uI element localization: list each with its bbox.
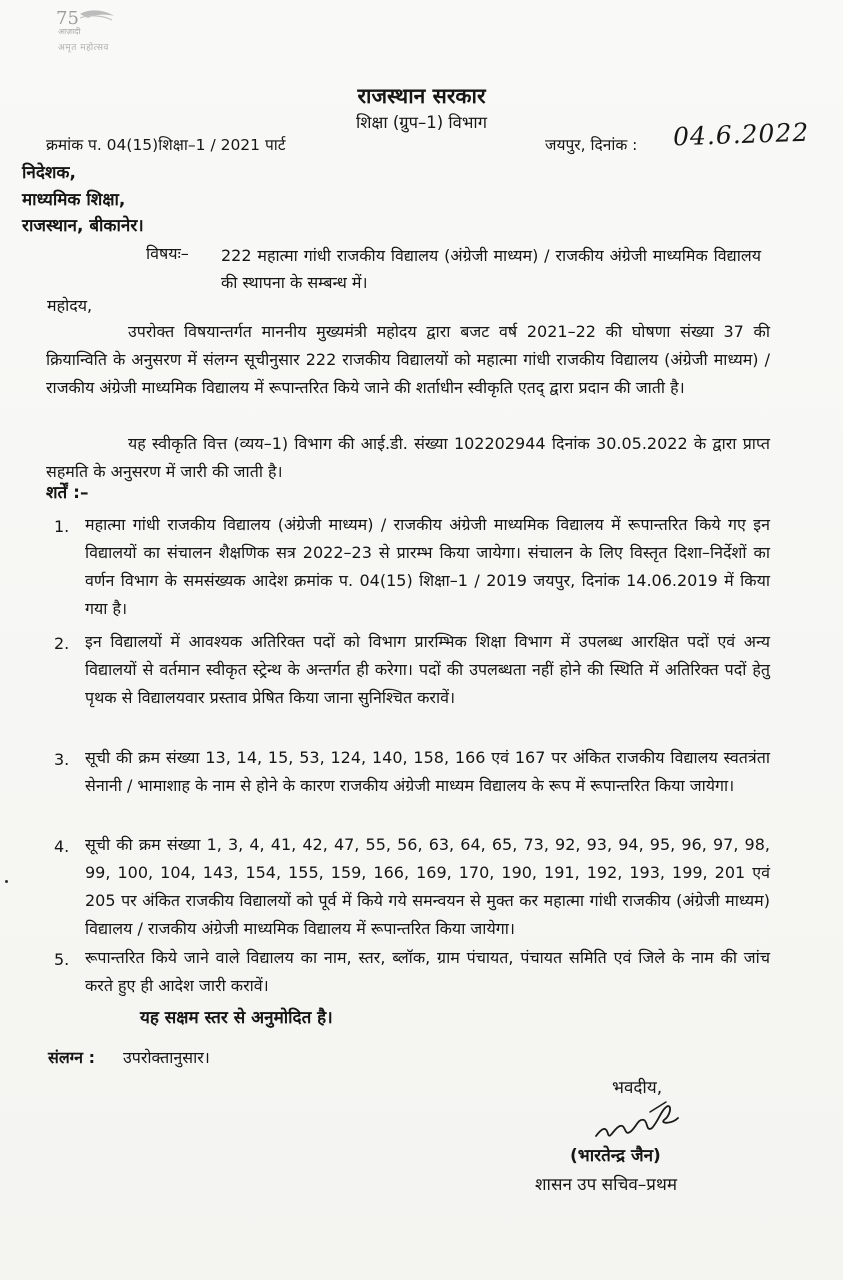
condition-number: 1. xyxy=(54,517,70,536)
paragraph-2-text: यह स्वीकृति वित्त (व्यय–1) विभाग की आई.डी. संख्या 102202944 दिनांक 30.05.2022 के द्वारा प्राप्त सहमति के अनुसरण में जारी की जाती है। xyxy=(46,434,770,481)
handwritten-date: 04.6.2022 xyxy=(672,117,810,152)
azadi-amrit-mahotsav-logo xyxy=(50,6,134,58)
addressee-line-1: निदेशक, xyxy=(22,163,76,183)
paragraph-1 xyxy=(46,318,770,402)
condition-text: सूची की क्रम संख्या 13, 14, 15, 53, 124, 140, 158, 166 एवं 167 पर अंकित राजकीय विद्यालय स्वतत्रंता सेनानी / भामाशाह के नाम से होने के कारण राजकीय अंग्रेजी माध्यम विद्यालय के रूप में रूपान्तरित किया जायेगा। xyxy=(85,748,770,795)
department-heading: शिक्षा (ग्रुप–1) विभाग xyxy=(356,113,487,132)
condition-text: रूपान्तरित किये जाने वाले विद्यालय का नाम, स्तर, ब्लॉक, ग्राम पंचायत, पंचायत समिति एवं जिले के नाम की जांच करते हुए ही आदेश जारी करावें। xyxy=(85,948,770,995)
place-date-label: जयपुर, दिनांक : xyxy=(545,136,638,154)
signatory-designation: शासन उप सचिव–प्रथम xyxy=(535,1175,678,1195)
paragraph-1-text: उपरोक्त विषयान्तर्गत माननीय मुख्यमंत्री महोदय द्वारा बजट वर्ष 2021–22 की घोषणा संख्या 37 की क्रियान्विति के अनुसरण में संलग्न सूचीनुसार 222 राजकीय विद्यालयों को महात्मा गांधी राजकीय विद्यालय (अंग्रेजी माध्यम) / राजकीय अंग्रेजी माध्यमिक विद्यालय में रूपान्तरित किये जाने की शर्ताधीन स्वीकृति एतद् द्वारा प्रदान की जाती है। xyxy=(46,322,770,397)
condition-number: 2. xyxy=(54,634,70,653)
svg-text:75: 75 xyxy=(56,8,79,29)
logo-text-bottom: अमृत महोत्सव xyxy=(58,43,109,53)
signatory-name: (भारतेन्द्र जैन) xyxy=(570,1146,661,1166)
addressee-line-2: माध्यमिक शिक्षा, xyxy=(22,190,126,210)
condition-text: इन विद्यालयों में आवश्यक अतिरिक्त पदों को विभाग प्रारम्भिक शिक्षा विभाग में उपलब्ध आरक्षित पदों एवं अन्य विद्यालयों से वर्तमान स्वीकृत स्ट्रेन्थ के अन्तर्गत ही करेगा। पदों की उपलब्धता नहीं होने की स्थिति में अतिरिक्त पदों हेतु पृथक से विद्यालयवार प्रस्ताव प्रेषित किया जाना सुनिश्चित करावें। xyxy=(85,632,770,707)
salutation: महोदय, xyxy=(47,296,93,315)
condition-number: 5. xyxy=(54,950,70,969)
condition-text: महात्मा गांधी राजकीय विद्यालय (अंग्रेजी माध्यम) / राजकीय अंग्रेजी माध्यमिक विद्यालय में रूपान्तरित किये गए इन विद्यालयों का संचालन शैक्षणिक सत्र 2022–23 से प्रारम्भ किया जायेगा। संचालन के लिए विस्तृत दिशा–निर्देशों का वर्णन विभाग के समसंख्यक आदेश क्रमांक प. 04(15) शिक्षा–1 / 2019 जयपुर, दिनांक 14.06.2019 में किया गया है। xyxy=(85,515,770,618)
closing-word: भवदीय, xyxy=(612,1078,663,1098)
enclosure-value: उपरोक्तानुसार। xyxy=(123,1048,210,1067)
addressee-line-3: राजस्थान, बीकानेर। xyxy=(22,216,144,236)
order-number: क्रमांक प. 04(15)शिक्षा–1 / 2021 पार्ट xyxy=(46,136,286,154)
scan-edge-mark xyxy=(5,880,8,883)
paragraph-2 xyxy=(46,430,770,486)
subject-label: विषयः– xyxy=(146,244,189,263)
condition-text: सूची की क्रम संख्या 1, 3, 4, 41, 42, 47, 55, 56, 63, 64, 65, 73, 92, 93, 94, 95, 96, 97, 98, 99, 100, 104, 143, 154, 155, 159, 166, 169, 170, 190, 191, 192, 193, 199, 201 एवं 205 पर अंकित राजकीय विद्यालयों को पूर्व में किये गये समन्वयन से मुक्त कर महात्मा गांधी राजकीय (अंग्रेजी माध्यम) विद्यालय / राजकीय अंग्रेजी माध्यमिक विद्यालय में रूपान्तरित किया जायेगा। xyxy=(85,835,770,938)
government-heading: राजस्थान सरकार xyxy=(357,84,486,108)
handwritten-signature xyxy=(592,1098,682,1144)
approval-note: यह सक्षम स्तर से अनुमोदित है। xyxy=(140,1008,333,1028)
condition-number: 3. xyxy=(54,750,70,769)
logo-text-top: आज़ादी xyxy=(58,27,81,36)
enclosure-label: संलग्न : xyxy=(48,1048,96,1067)
subject-text: 222 महात्मा गांधी राजकीय विद्यालय (अंग्रेजी माध्यम) / राजकीय अंग्रेजी माध्यमिक विद्यालय की स्थापना के सम्बन्ध में। xyxy=(221,246,761,292)
condition-number: 4. xyxy=(54,837,70,856)
conditions-heading: शर्तें :– xyxy=(46,483,89,503)
